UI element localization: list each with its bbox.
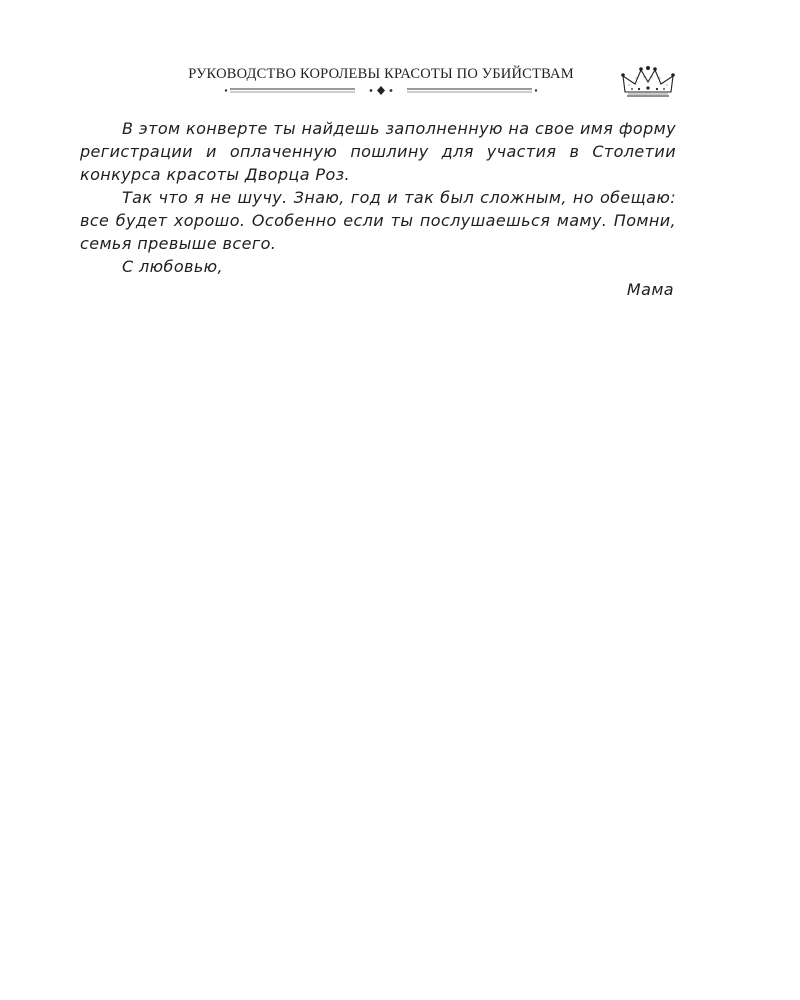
letter-signature: Мама: [626, 280, 674, 299]
running-title: РУКОВОДСТВО КОРОЛЕВЫ КРАСОТЫ ПО УБИЙСТВАМ: [188, 66, 574, 82]
letter-paragraph-2: Так что я не шучу. Знаю, год и так был сложным, но обещаю: все будет хорошо. Особенно если ты послушаешься маму. Помни, семья превыше всего.: [80, 188, 676, 253]
crown-icon: [619, 64, 677, 100]
handwritten-letter: [80, 117, 676, 278]
letter-closing: С любовью,: [122, 257, 224, 276]
letter-paragraph-1: В этом конверте ты найдешь заполненную на свое имя форму регистрации и оплаченную пошлину для участия в Столетии конкурса красоты Дворца Роз.: [80, 119, 676, 184]
double-line-ornament-icon: [150, 85, 612, 97]
running-header: [150, 66, 612, 97]
